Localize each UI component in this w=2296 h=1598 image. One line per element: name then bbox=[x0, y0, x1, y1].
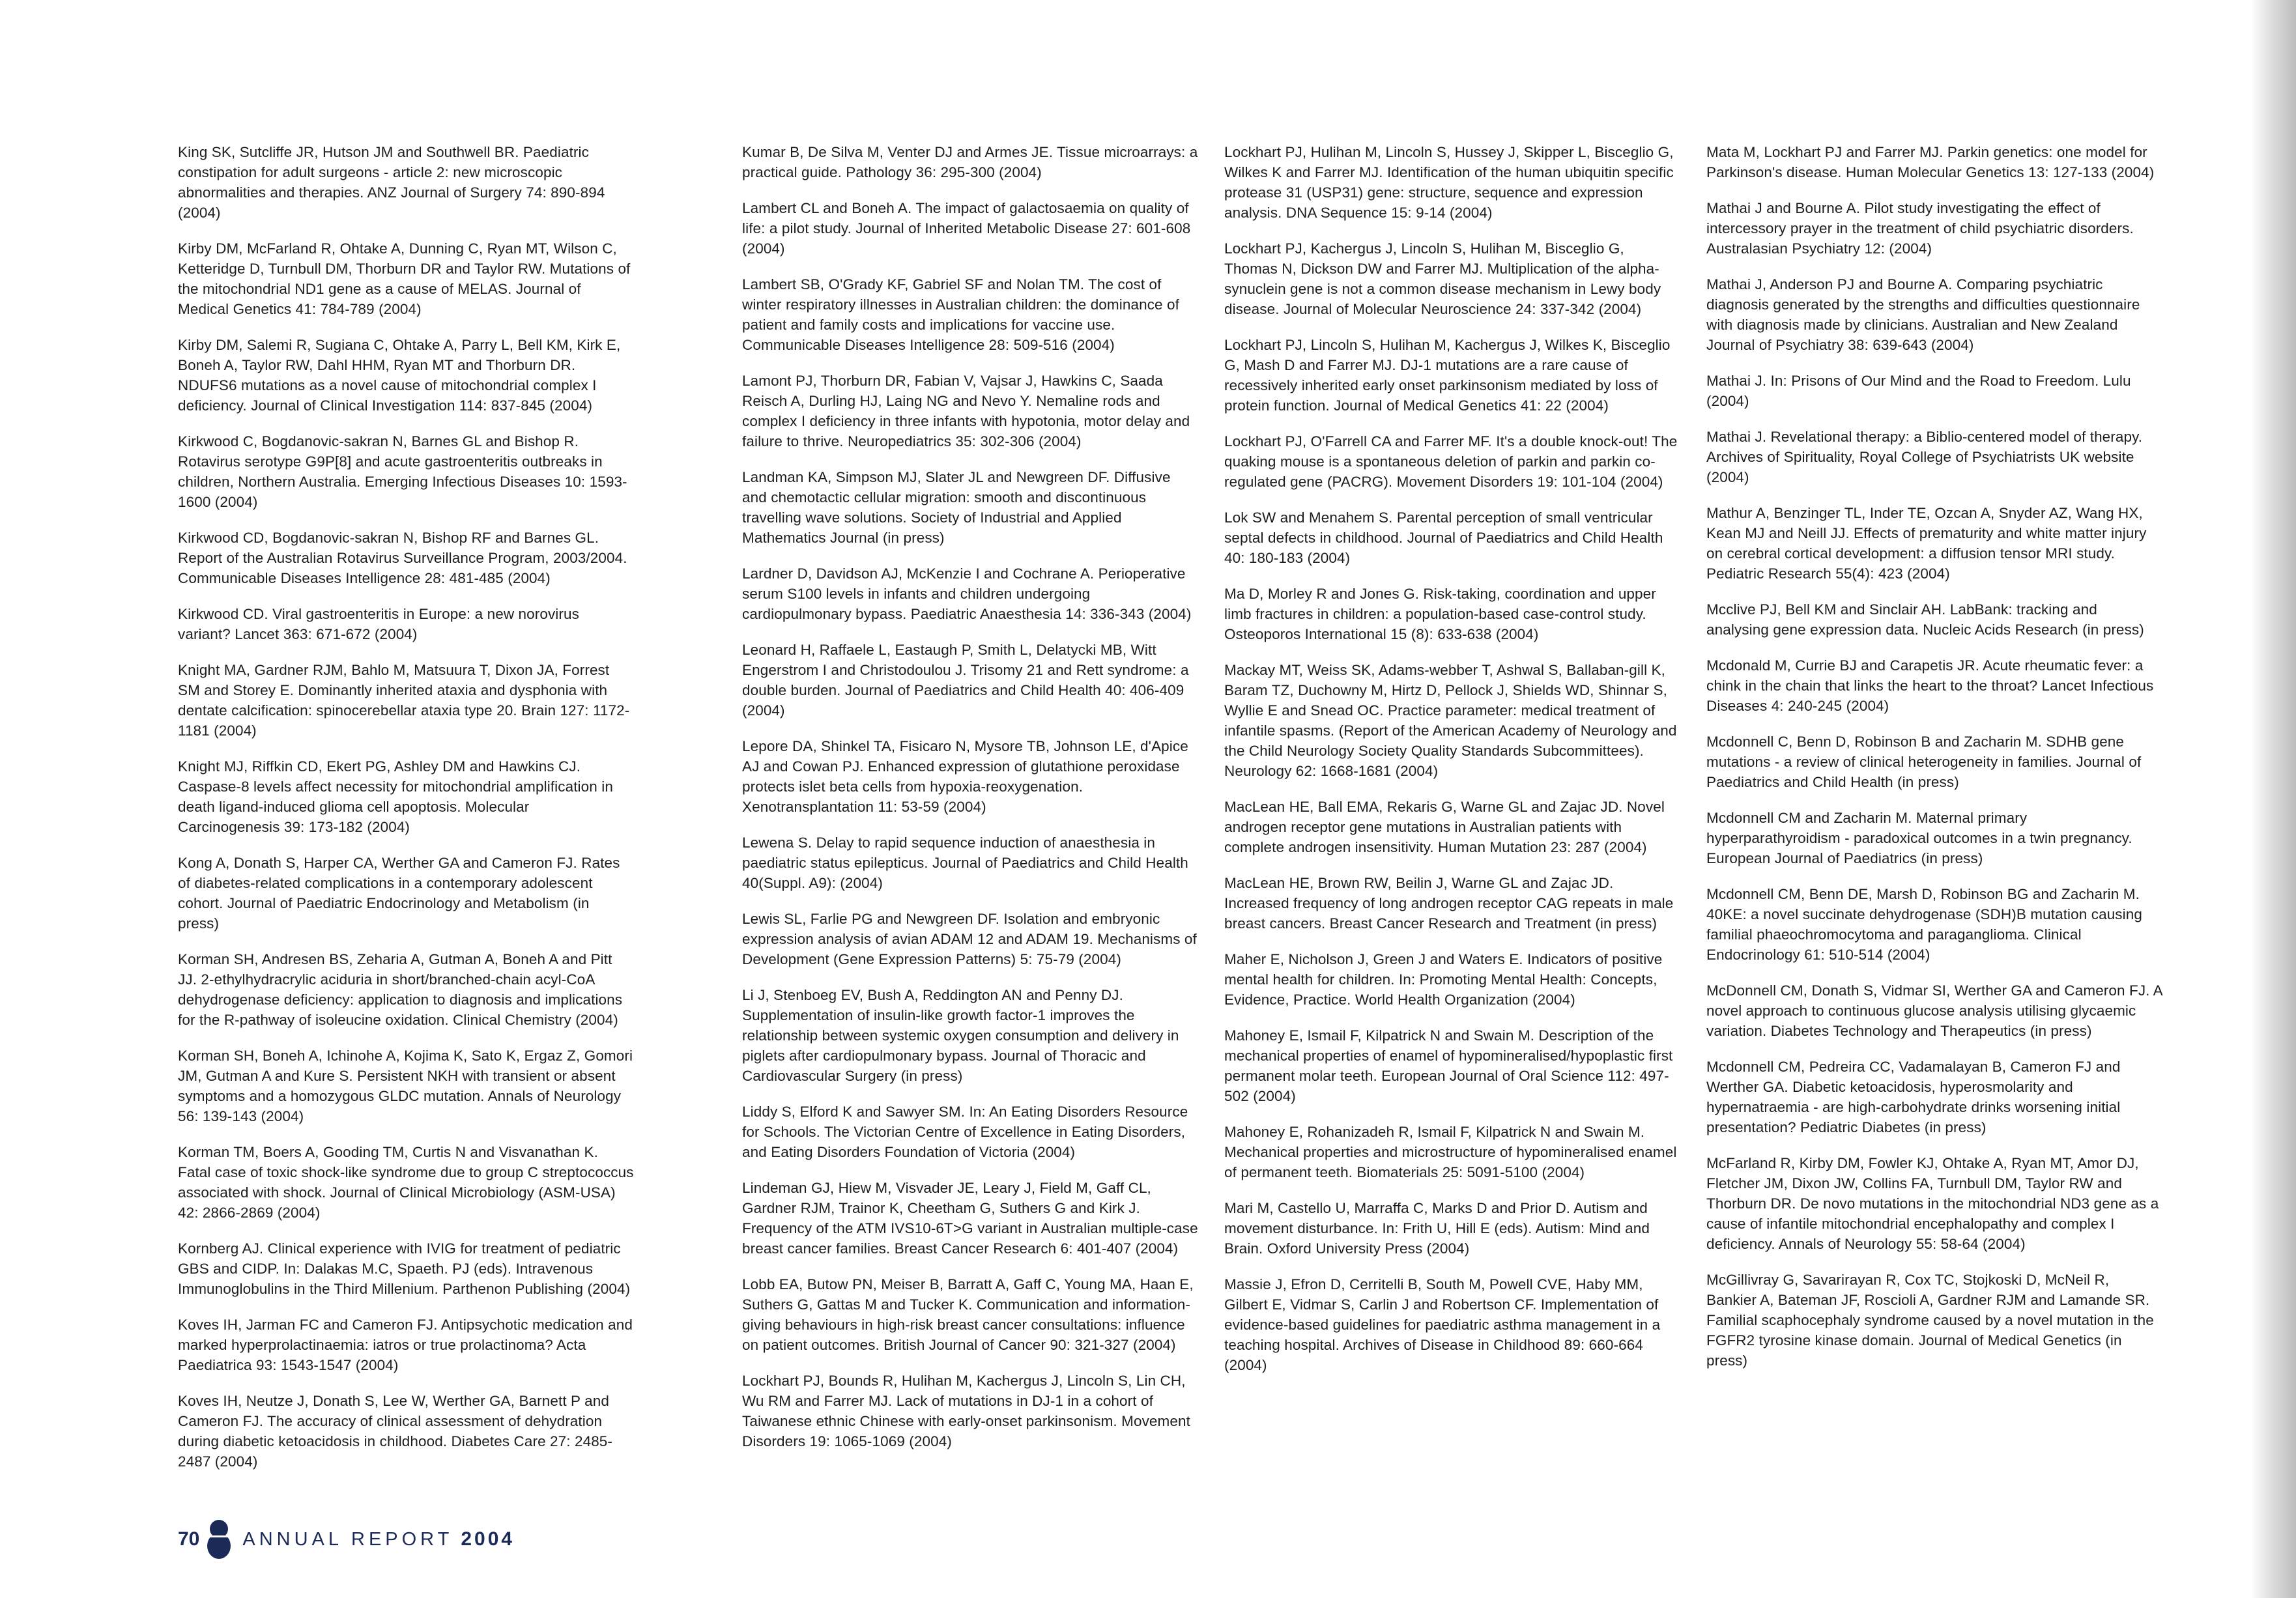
reference-entry: Lewena S. Delay to rapid sequence induction of anaesthesia in paediatric status epilepticus. Journal of Paediatrics and Child Health 40(Suppl. A9): (2004) bbox=[742, 835, 1188, 891]
reference-entry: Koves IH, Neutze J, Donath S, Lee W, Werther GA, Barnett P and Cameron FJ. The accuracy of clinical assessment of dehydration during diabetic ketoacidosis in childhood. Diabetes Care 27: 2485-2487 (2004) bbox=[178, 1393, 613, 1470]
reference-entry: Lamont PJ, Thorburn DR, Fabian V, Vajsar J, Hawkins C, Saada Reisch A, Durling HJ, Laing NG and Nevo Y. Nemaline rods and complex I deficiency in three infants with hypotonia, motor delay and failure to thrive. Neuropediatrics 35: 302-306 (2004) bbox=[742, 373, 1190, 449]
reference-entry: McGillivray G, Savarirayan R, Cox TC, Stojkoski D, McNeil R, Bankier A, Bateman JF, Roscioli A, Gardner RJM and Lamande SR. Familial scaphocephaly syndrome caused by a novel mutation in the FGFR2 tyrosine kinase domain. Journal of Medical Genetics (in press) bbox=[1706, 1272, 2154, 1369]
reference-entry: Landman KA, Simpson MJ, Slater JL and Newgreen DF. Diffusive and chemotactic cellular migration: smooth and discontinuous travelling wave solutions. Society of Industrial and Applied Mathematics Journal (in press) bbox=[742, 469, 1171, 546]
reference-entry: Mari M, Castello U, Marraffa C, Marks D and Prior D. Autism and movement disturbance. In: Frith U, Hill E (eds). Autism: Mind and Brain. Oxford University Press (2004) bbox=[1224, 1200, 1650, 1257]
reference-entry: Kong A, Donath S, Harper CA, Werther GA and Cameron FJ. Rates of diabetes-related complications in a contemporary adolescent cohort. Journal of Paediatric Endocrinology and Metabolism (in press) bbox=[178, 855, 620, 932]
reference-entry: Lockhart PJ, Lincoln S, Hulihan M, Kachergus J, Wilkes K, Bisceglio G, Mash D and Farrer MJ. DJ-1 mutations are a rare cause of recessively inherited early onset parkinsonism mediated by loss of protein function. Journal of Medical Genetics 41: 22 (2004) bbox=[1224, 337, 1671, 414]
reference-entry: Mcdonnell C, Benn D, Robinson B and Zacharin M. SDHB gene mutations - a review of clinical heterogeneity in families. Journal of Paediatrics and Child Health (in press) bbox=[1706, 734, 2142, 790]
reference-entry: Lockhart PJ, Kachergus J, Lincoln S, Hulihan M, Bisceglio G, Thomas N, Dickson DW and Farrer MJ. Multiplication of the alpha-synuclein gene is not a common disease mechanism in Lewy body disease. Journal of Molecular Neuroscience 24: 337-342 (2004) bbox=[1224, 240, 1661, 317]
report-logo-icon bbox=[206, 1520, 232, 1559]
reference-column-4 bbox=[1706, 142, 2162, 1386]
footer-label: ANNUAL REPORT bbox=[242, 1528, 453, 1550]
reference-entry: Mata M, Lockhart PJ and Farrer MJ. Parkin genetics: one model for Parkinson's disease. Human Molecular Genetics 13: 127-133 (2004) bbox=[1706, 144, 2155, 180]
reference-entry: MacLean HE, Brown RW, Beilin J, Warne GL and Zajac JD. Increased frequency of long androgen receptor CAG repeats in male breast cancers. Breast Cancer Research and Treatment (in press) bbox=[1224, 875, 1674, 932]
reference-entry: Mahoney E, Rohanizadeh R, Ismail F, Kilpatrick N and Swain M. Mechanical properties and microstructure of hypomineralised enamel of permanent teeth. Biomaterials 25: 5091-5100 (2004) bbox=[1224, 1124, 1677, 1180]
reference-entry: Li J, Stenboeg EV, Bush A, Reddington AN and Penny DJ. Supplementation of insulin-like growth factor-1 improves the relationship between systemic oxygen consumption and delivery in piglets after cardiopulmonary bypass. Journal of Thoracic and Cardiovascular Surgery (in press) bbox=[742, 987, 1179, 1084]
reference-entry: Mathai J. Revelational therapy: a Biblio-centered model of therapy. Archives of Spirituality, Royal College of Psychiatrists UK website (2004) bbox=[1706, 429, 2143, 485]
reference-entry: Massie J, Efron D, Cerritelli B, South M, Powell CVE, Haby MM, Gilbert E, Vidmar S, Carlin J and Robertson CF. Implementation of evidence-based guidelines for paediatric asthma management in a teaching hospital. Archives of Disease in Childhood 89: 660-664 (2004) bbox=[1224, 1276, 1661, 1373]
reference-entry: Knight MA, Gardner RJM, Bahlo M, Matsuura T, Dixon JA, Forrest SM and Storey E. Dominantly inherited ataxia and dysphonia with dentate calcification: spinocerebellar ataxia type 20. Brain 127: 1172-1181 (2004) bbox=[178, 662, 630, 739]
reference-entry: Kornberg AJ. Clinical experience with IVIG for treatment of pediatric GBS and CIDP. In: Dalakas M.C, Spaeth. PJ (eds). Intravenous Immunoglobulins in the Third Millenium. Parthenon Publishing (2004) bbox=[178, 1240, 631, 1297]
reference-entry: McFarland R, Kirby DM, Fowler KJ, Ohtake A, Ryan MT, Amor DJ, Fletcher JM, Dixon JW, Collins FA, Turnbull DM, Taylor RW and Thorburn DR. De novo mutations in the mitochondrial ND3 gene as a cause of infantile mitochondrial encephalopathy and complex I deficiency. Annals of Neurology 55: 58-64 (2004) bbox=[1706, 1155, 2159, 1252]
reference-entry: Kirby DM, McFarland R, Ohtake A, Dunning C, Ryan MT, Wilson C, Ketteridge D, Turnbull DM, Thorburn DR and Taylor RW. Mutations of the mitochondrial ND1 gene as a cause of MELAS. Journal of Medical Genetics 41: 784-789 (2004) bbox=[178, 240, 631, 317]
reference-entry: Mcdonnell CM, Benn DE, Marsh D, Robinson BG and Zacharin M. 40KE: a novel succinate dehydrogenase (SDH)B mutation causing familial phaeochromocytoma and paraganglioma. Clinical Endocrinology 61: 510-514 (2004) bbox=[1706, 886, 2142, 963]
reference-entry: Lepore DA, Shinkel TA, Fisicaro N, Mysore TB, Johnson LE, d'Apice AJ and Cowan PJ. Enhanced expression of glutathione peroxidase protects islet beta cells from hypoxia-reoxygenation. Xenotransplantation 11: 53-59 (2004) bbox=[742, 738, 1188, 815]
reference-entry: Kirby DM, Salemi R, Sugiana C, Ohtake A, Parry L, Bell KM, Kirk E, Boneh A, Taylor RW, Dahl HHM, Ryan MT and Thorburn DR. NDUFS6 mutations as a novel cause of mitochondrial complex I deficiency. Journal of Clinical Investigation 114: 837-845 (2004) bbox=[178, 337, 621, 414]
reference-entry: Kirkwood CD, Bogdanovic-sakran N, Bishop RF and Barnes GL. Report of the Australian Rotavirus Surveillance Program, 2003/2004. Communicable Diseases Intelligence 28: 481-485 (2004) bbox=[178, 530, 627, 586]
reference-entry: Korman SH, Boneh A, Ichinohe A, Kojima K, Sato K, Ergaz Z, Gomori JM, Gutman A and Kure S. Persistent NKH with transient or absent symptoms and a homozygous GLDC mutation. Annals of Neurology 56: 139-143 (2004) bbox=[178, 1048, 633, 1124]
reference-entry: Lewis SL, Farlie PG and Newgreen DF. Isolation and embryonic expression analysis of avian ADAM 12 and ADAM 19. Mechanisms of Development (Gene Expression Patterns) 5: 75-79 (2004) bbox=[742, 911, 1197, 967]
reference-entry: Lindeman GJ, Hiew M, Visvader JE, Leary J, Field M, Gaff CL, Gardner RJM, Trainor K, Cheetham G, Suthers G and Kirk J. Frequency of the ATM IVS10-6T>G variant in Australian multiple-case breast cancer families. Breast Cancer Research 6: 401-407 (2004) bbox=[742, 1180, 1198, 1257]
reference-entry: Mahoney E, Ismail F, Kilpatrick N and Swain M. Description of the mechanical properties of enamel of hypomineralised/hypoplastic first permanent molar teeth. European Journal of Oral Science 112: 497-502 (2004) bbox=[1224, 1027, 1673, 1104]
page-footer bbox=[178, 1522, 515, 1557]
reference-column-3 bbox=[1224, 142, 1680, 1391]
reference-entry: Mcdonnell CM and Zacharin M. Maternal primary hyperparathyroidism - paradoxical outcomes in a twin pregnancy. European Journal of Paediatrics (in press) bbox=[1706, 810, 2132, 866]
reference-entry: Lambert SB, O'Grady KF, Gabriel SF and Nolan TM. The cost of winter respiratory illnesses in Australian children: the dominance of patient and family costs and implications for vaccine use. Communicable Diseases Intelligence 28: 509-516 (2004) bbox=[742, 276, 1179, 353]
reference-entry: MacLean HE, Ball EMA, Rekaris G, Warne GL and Zajac JD. Novel androgen receptor gene mutations in Australian patients with complete androgen insensitivity. Human Mutation 23: 287 (2004) bbox=[1224, 799, 1665, 855]
reference-entry: Mathai J and Bourne A. Pilot study investigating the effect of intercessory prayer in the treatment of child psychiatric disorders. Australasian Psychiatry 12: (2004) bbox=[1706, 200, 2134, 257]
reference-entry: Mcdonald M, Currie BJ and Carapetis JR. Acute rheumatic fever: a chink in the chain that links the heart to the throat? Lancet Infectious Diseases 4: 240-245 (2004) bbox=[1706, 657, 2154, 714]
reference-entry: King SK, Sutcliffe JR, Hutson JM and Southwell BR. Paediatric constipation for adult surgeons - article 2: new microscopic abnormalities and therapies. ANZ Journal of Surgery 74: 890-894 (2004) bbox=[178, 144, 605, 221]
reference-entry: Mackay MT, Weiss SK, Adams-webber T, Ashwal S, Ballaban-gill K, Baram TZ, Duchowny M, Hirtz D, Pellock J, Shields WD, Shinnar S, Wyllie E and Snead OC. Practice parameter: medical treatment of infantile spasms. (Report of the American Academy of Neurology and the Child Neurology Society Quality Standards Subcommittees). Neurology 62: 1668-1681 (2004) bbox=[1224, 662, 1677, 779]
reference-entry: Lardner D, Davidson AJ, McKenzie I and Cochrane A. Perioperative serum S100 levels in infants and children undergoing cardiopulmonary bypass. Paediatric Anaesthesia 14: 336-343 (2004) bbox=[742, 565, 1192, 622]
reference-entry: Knight MJ, Riffkin CD, Ekert PG, Ashley DM and Hawkins CJ. Caspase-8 levels affect necessity for mitochondrial amplification in death ligand-induced glioma cell apoptosis. Molecular Carcinogenesis 39: 173-182 (2004) bbox=[178, 758, 613, 835]
reference-entry: Korman SH, Andresen BS, Zeharia A, Gutman A, Boneh A and Pitt JJ. 2-ethylhydracrylic aciduria in short/branched-chain acyl-CoA dehydrogenase deficiency: application to diagnosis and implications for the R-pathway of isoleucine oxidation. Clinical Chemistry (2004) bbox=[178, 951, 623, 1028]
reference-entry: Liddy S, Elford K and Sawyer SM. In: An Eating Disorders Resource for Schools. The Victorian Centre of Excellence in Eating Disorders, and Eating Disorders Foundation of Victoria (2004) bbox=[742, 1104, 1188, 1160]
reference-entry: Lockhart PJ, O'Farrell CA and Farrer MF. It's a double knock-out! The quaking mouse is a spontaneous deletion of parkin and parkin co-regulated gene (PACRG). Movement Disorders 19: 101-104 (2004) bbox=[1224, 433, 1678, 490]
reference-entry: Lobb EA, Butow PN, Meiser B, Barratt A, Gaff C, Young MA, Haan E, Suthers G, Gattas M and Tucker K. Communication and information-giving behaviours in high-risk breast cancer consultations: influence on patient outcomes. British Journal of Cancer 90: 321-327 (2004) bbox=[742, 1276, 1194, 1353]
reference-entry: Lockhart PJ, Bounds R, Hulihan M, Kachergus J, Lincoln S, Lin CH, Wu RM and Farrer MJ. Lack of mutations in DJ-1 in a cohort of Taiwanese ethnic Chinese with early-onset parkinsonism. Movement Disorders 19: 1065-1069 (2004) bbox=[742, 1373, 1190, 1449]
page-spine-shadow bbox=[2250, 0, 2296, 1598]
reference-entry: Kirkwood CD. Viral gastroenteritis in Europe: a new norovirus variant? Lancet 363: 671-672 (2004) bbox=[178, 606, 579, 642]
reference-entry: Kirkwood C, Bogdanovic-sakran N, Barnes GL and Bishop R. Rotavirus serotype G9P[8] and acute gastroenteritis outbreaks in children, Northern Australia. Emerging Infectious Diseases 10: 1593-1600 (2004) bbox=[178, 433, 627, 510]
reference-entry: Lok SW and Menahem S. Parental perception of small ventricular septal defects in childhood. Journal of Paediatrics and Child Health 40: 180-183 (2004) bbox=[1224, 509, 1663, 566]
reference-entry: Koves IH, Jarman FC and Cameron FJ. Antipsychotic medication and marked hyperprolactinaemia: iatros or true prolactinoma? Acta Paediatrica 93: 1543-1547 (2004) bbox=[178, 1317, 633, 1373]
reference-entry: Lambert CL and Boneh A. The impact of galactosaemia on quality of life: a pilot study. Journal of Inherited Metabolic Disease 27: 601-608 (2004) bbox=[742, 200, 1191, 257]
reference-entry: Mcdonnell CM, Pedreira CC, Vadamalayan B, Cameron FJ and Werther GA. Diabetic ketoacidosis, hyperosmolarity and hypernatraemia - are high-carbohydrate drinks worsening initial presentation? Pediatric Diabetes (in press) bbox=[1706, 1059, 2121, 1135]
reference-entry: Maher E, Nicholson J, Green J and Waters E. Indicators of positive mental health for children. In: Promoting Mental Health: Concepts, Evidence, Practice. World Health Organization (2004) bbox=[1224, 951, 1663, 1008]
reference-entry: McDonnell CM, Donath S, Vidmar SI, Werther GA and Cameron FJ. A novel approach to continuous glucose analysis utilising glycaemic variation. Diabetes Technology and Therapeutics (in press) bbox=[1706, 982, 2162, 1039]
reference-entry: Mcclive PJ, Bell KM and Sinclair AH. LabBank: tracking and analysing gene expression data. Nucleic Acids Research (in press) bbox=[1706, 601, 2144, 638]
reference-entry: Kumar B, De Silva M, Venter DJ and Armes JE. Tissue microarrays: a practical guide. Pathology 36: 295-300 (2004) bbox=[742, 144, 1198, 180]
reference-entry: Lockhart PJ, Hulihan M, Lincoln S, Hussey J, Skipper L, Bisceglio G, Wilkes K and Farrer MJ. Identification of the human ubiquitin specific protease 31 (USP31) gene: structure, sequence and expression analysis. DNA Sequence 15: 9-14 (2004) bbox=[1224, 144, 1674, 221]
reference-entry: Mathur A, Benzinger TL, Inder TE, Ozcan A, Snyder AZ, Wang HX, Kean MJ and Neill JJ. Effects of prematurity and white matter injury on cerebral cortical development: a diffusion tensor MRI study. Pediatric Research 55(4): 423 (2004) bbox=[1706, 505, 2147, 582]
page-number: 70 bbox=[178, 1528, 200, 1550]
reference-entry: Korman TM, Boers A, Gooding TM, Curtis N and Visvanathan K. Fatal case of toxic shock-like syndrome due to group C streptococcus associated with shock. Journal of Clinical Microbiology (ASM-USA) 42: 2866-2869 (2004) bbox=[178, 1144, 634, 1221]
reference-entry: Mathai J. In: Prisons of Our Mind and the Road to Freedom. Lulu (2004) bbox=[1706, 373, 2131, 409]
reference-column-1 bbox=[178, 142, 634, 1487]
footer-year: 2004 bbox=[461, 1528, 515, 1550]
reference-entry: Mathai J, Anderson PJ and Bourne A. Comparing psychiatric diagnosis generated by the strengths and difficulties questionnaire with diagnosis made by clinicians. Australian and New Zealand Journal of Psychiatry 38: 639-643 (2004) bbox=[1706, 276, 2140, 353]
reference-entry: Leonard H, Raffaele L, Eastaugh P, Smith L, Delatycki MB, Witt Engerstrom I and Christodoulou J. Trisomy 21 and Rett syndrome: a double burden. Journal of Paediatrics and Child Health 40: 406-409 (2004) bbox=[742, 642, 1189, 719]
reference-entry: Ma D, Morley R and Jones G. Risk-taking, coordination and upper limb fractures in children: a population-based case-control study. Osteoporos International 15 (8): 633-638 (2004) bbox=[1224, 586, 1656, 642]
reference-column-2 bbox=[742, 142, 1198, 1467]
